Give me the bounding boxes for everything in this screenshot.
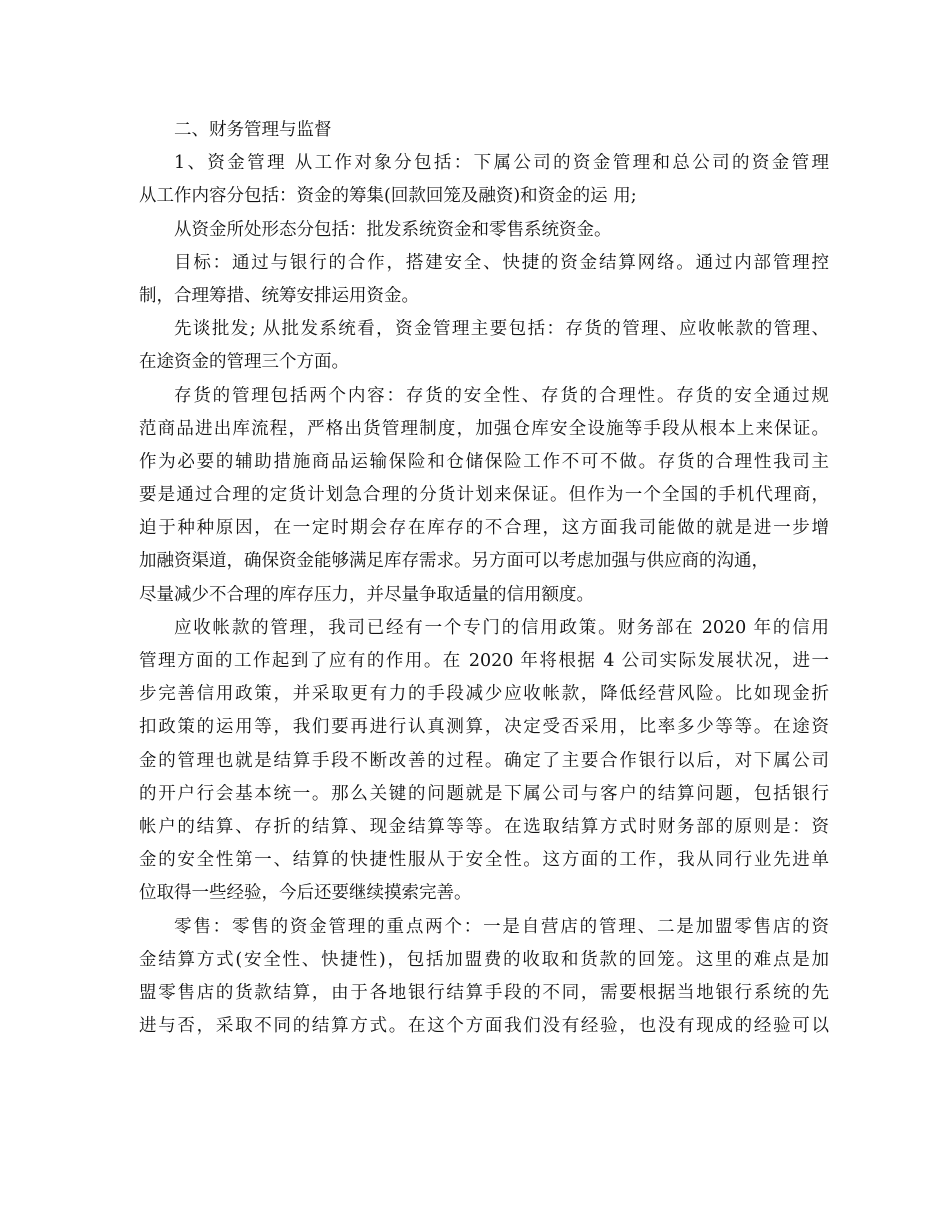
text-line: 二、财务管理与监督: [174, 120, 332, 140]
text-line: 1、资金管理 从工作对象分包括：下属公司的资金管理和总公司的资金管理: [174, 153, 829, 174]
text-line: 迫于种种原因，在一定时期会存在库存的不合理，这方面我司能做的就是进一步增: [139, 518, 829, 539]
text-line: 范商品进出库流程，严格出货管理制度，加强仓库安全设施等手段从根本上来保证。: [139, 418, 829, 439]
text-line: 制，合理筹措、统筹安排运用资金。: [139, 285, 419, 306]
text-line: 从资金所处形态分包括：批发系统资金和零售系统资金。: [174, 219, 612, 240]
text-line: 的开户行会基本统一。那么关键的问题就是下属公司与客户的结算问题，包括银行: [139, 783, 829, 804]
text-line: 进与否，采取不同的结算方式。在这个方面我们没有经验，也没有现成的经验可以: [139, 1016, 829, 1037]
text-line: 从工作内容分包括：资金的筹集(回款回笼及融资)和资金的运 用;: [139, 186, 637, 207]
text-line: 应收帐款的管理，我司已经有一个专门的信用政策。财务部在 2020 年的信用: [174, 617, 829, 638]
text-line: 目标：通过与银行的合作，搭建安全、快捷的资金结算网络。通过内部管理控: [174, 252, 829, 273]
document-body: [139, 114, 829, 1043]
text-line: 管理方面的工作起到了应有的作用。在 2020 年将根据 4 公司实际发展状况，进一: [139, 651, 829, 671]
text-line: 尽量减少不合理的库存压力，并尽量争取适量的信用额度。: [139, 584, 594, 605]
text-line: 作为必要的辅助措施商品运输保险和仓储保险工作不可不做。存货的合理性我司主: [139, 451, 829, 472]
text-line: 盟零售店的货款结算，由于各地银行结算手段的不同，需要根据当地银行系统的先: [139, 982, 829, 1003]
text-line: 金结算方式(安全性、快捷性)，包括加盟费的收取和货款的回笼。这里的难点是加: [139, 949, 829, 970]
text-line: 帐户的结算、存折的结算、现金结算等等。在选取结算方式时财务部的原则是：资: [139, 816, 829, 837]
text-line: 零售：零售的资金管理的重点两个：一是自营店的管理、二是加盟零售店的资: [174, 916, 829, 937]
text-line: 要是通过合理的定货计划急合理的分货计划来保证。但作为一个全国的手机代理商，: [139, 485, 829, 506]
text-line: 位取得一些经验，今后还要继续摸索完善。: [139, 883, 472, 904]
text-line: 先谈批发; 从批发系统看，资金管理主要包括：存货的管理、应收帐款的管理、: [174, 319, 829, 340]
text-line: 扣政策的运用等，我们要再进行认真测算，决定受否采用，比率多少等等。在途资: [139, 717, 829, 738]
text-line: 在途资金的管理三个方面。: [139, 352, 349, 373]
text-line: 步完善信用政策，并采取更有力的手段减少应收帐款，降低经营风险。比如现金折: [139, 684, 829, 705]
text-line: 金的安全性第一、结算的快捷性服从于安全性。这方面的工作，我从同行业先进单: [139, 850, 829, 871]
text-line: 加融资渠道，确保资金能够满足库存需求。另方面可以考虑加强与供应商的沟通，: [139, 551, 769, 572]
text-line: 存货的管理包括两个内容：存货的安全性、存货的合理性。存货的安全通过规: [174, 385, 829, 406]
text-line: 金的管理也就是结算手段不断改善的过程。确定了主要合作银行以后，对下属公司: [139, 750, 829, 771]
